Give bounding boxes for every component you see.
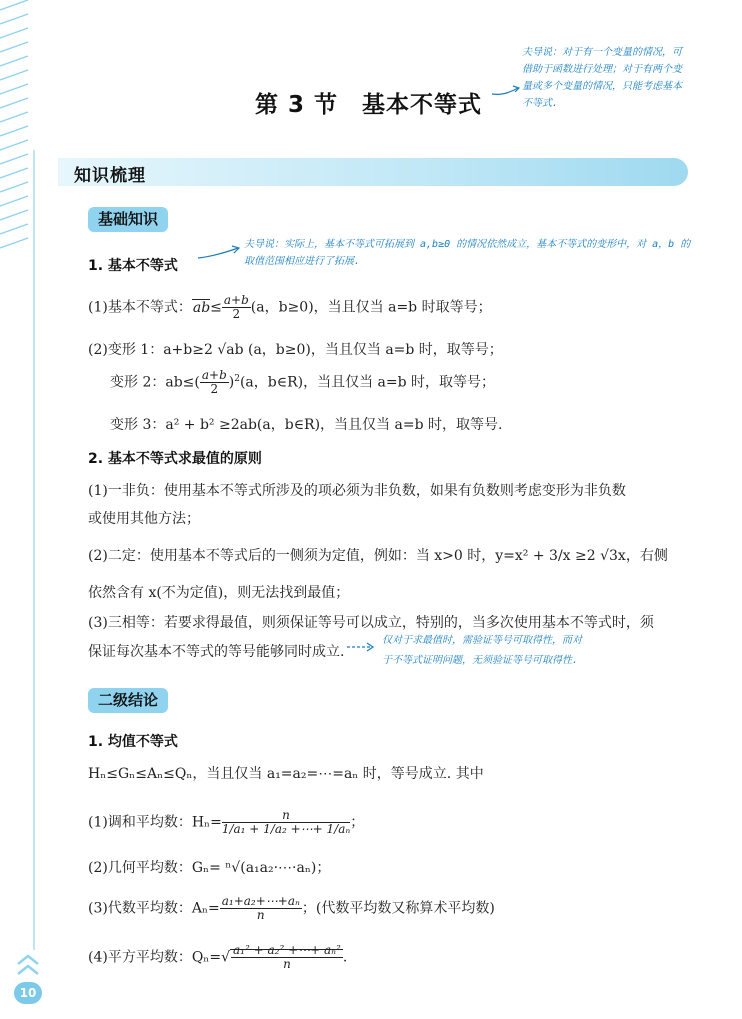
quadratic-mean: (4)平方平均数：Qₙ=√ $\frac{\text{a₁² + a₂² +⋯+ aₙ²}}{n}$ . xyxy=(88,943,348,971)
heading-basic-inequality: 1. 基本不等式 xyxy=(88,258,178,274)
harmonic-mean: (1)调和平均数：Hₙ= $\frac{n}{\text{1/a₁ + 1/a₂ +⋯+ 1/aₙ}}$ ； xyxy=(88,808,365,836)
title-side-note: 夫导说：对于有一个变量的情况，可借助于函数进行处理；对于有两个变量或多个变量的情况，只能考虑基本不等式. xyxy=(522,47,682,109)
basic-line-2: (2)变形 1：a+b≥2 √ab (a，b≥0)，当且仅当 a=b 时，取等号； xyxy=(88,342,503,358)
margin-line xyxy=(33,150,35,950)
section-banner xyxy=(58,158,688,186)
geometric-mean: (2)几何平均数：Gₙ= ⁿ√(a₁a₂·⋯·aₙ)； xyxy=(88,860,331,876)
banner-label: 知识梳理 xyxy=(74,166,146,186)
principle-2b: 依然含有 x(不为定值)，则无法找到最值； xyxy=(88,585,350,601)
principle-1b: 或使用其他方法； xyxy=(88,511,200,527)
decorative-stripes xyxy=(0,0,30,260)
principle-2a: (2)二定：使用基本不等式后的一侧须为定值，例如：当 x>0 时，y=x² + 3/x ≥2 √3x，右侧 xyxy=(88,548,668,564)
note-arrow-icon xyxy=(196,244,242,262)
principle-3-note-2: 于不等式证明问题，无须验证等号可取得性. xyxy=(382,655,579,666)
tag-basic-knowledge: 基础知识 xyxy=(88,207,168,232)
page-number: 10 xyxy=(14,982,42,1004)
principle-3b: 保证每次基本不等式的等号能够同时成立. xyxy=(88,644,345,660)
basic-inequality-note: 夫导说：实际上，基本不等式可拓展到 a,b≥0 的情况依然成立，基本不等式的变形中，对 a，b 的取值范围相应进行了拓展. xyxy=(244,239,691,267)
page-title: 第 3 节 基本不等式 xyxy=(255,92,483,118)
note-arrow-icon xyxy=(345,640,377,654)
tag-advanced-conclusions: 二级结论 xyxy=(88,688,168,713)
principle-3a: (3)三相等：若要求得最值，则须保证等号可以成立，特别的，当多次使用基本不等式时，须 xyxy=(88,615,654,631)
note-arrow-icon xyxy=(490,82,522,100)
basic-line-3: 变形 2：ab≤( $\frac{a+b}{2}$ )$^2$(a，b∈R)，当且仅当 a=b 时，取等号； xyxy=(110,368,496,396)
chevron-up-icon xyxy=(14,950,42,980)
heading-mean-inequality: 1. 均值不等式 xyxy=(88,734,178,750)
heading-principles: 2. 基本不等式求最值的原则 xyxy=(88,451,262,467)
basic-line-4: 变形 3：a² + b² ≥2ab(a，b∈R)，当且仅当 a=b 时，取等号. xyxy=(110,417,503,433)
arithmetic-mean: (3)代数平均数：Aₙ= $\frac{\text{a₁+a₂+⋯+aₙ}}{n}$ ；(代数平均数又称算术平均数) xyxy=(88,894,495,922)
principle-1a: (1)一非负：使用基本不等式所涉及的项必须为非负数，如果有负数则考虑变形为非负数 xyxy=(88,483,626,499)
mean-intro: Hₙ≤Gₙ≤Aₙ≤Qₙ，当且仅当 a₁=a₂=⋯=aₙ 时，等号成立. 其中 xyxy=(88,766,484,782)
principle-3-note-1: 仅对于求最值时，需验证等号可取得性，而对 xyxy=(382,635,582,646)
basic-line-1: (1)基本不等式：ab≤ $\frac{a+b}{2}$ (a，b≥0)，当且仅当 a=b 时取等号； xyxy=(88,293,492,321)
